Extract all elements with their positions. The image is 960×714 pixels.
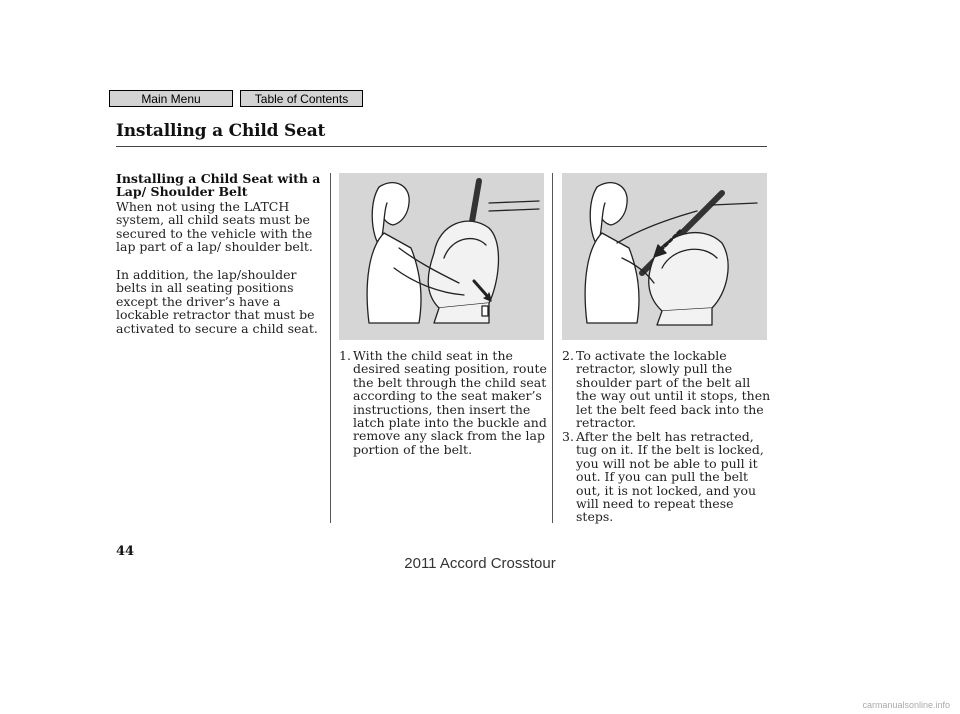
section-heading: Installing a Child Seat with a Lap/ Shoulder Belt (116, 171, 321, 199)
step-1-text: With the child seat in the desired seating position, route the belt through the child seat according to the seat maker’s instructions, then insert the latch plate into the buckle and remove any slack from the lap portion of the belt. (353, 348, 547, 457)
illustration-route-belt (339, 173, 544, 340)
title-divider (116, 146, 767, 147)
watermark: carmanualsonline.info (862, 700, 950, 710)
step-1-number: 1. (339, 348, 351, 363)
step-2-text: To activate the lockable retractor, slowly pull the shoulder part of the belt all the way out until it stops, then let the belt feed back into the retractor. (576, 348, 771, 431)
illustration-pull-shoulder-belt (562, 173, 767, 340)
intro-paragraph-2: In addition, the lap/shoulder belts in all seating positions except the driver’s have a lockable retractor that must be activated to secure a child seat. (116, 267, 318, 336)
step-2-number: 2. (562, 348, 574, 363)
column-divider-1 (330, 173, 331, 523)
intro-paragraph-1: When not using the LATCH system, all child seats must be secured to the vehicle with the lap part of a lap/ shoulder belt. (116, 199, 313, 255)
column-divider-2 (552, 173, 553, 523)
step-3-number: 3. (562, 429, 574, 444)
step-3-text: After the belt has retracted, tug on it. If the belt is locked, you will not be able to pull it out. If you can pull the belt out, it is not locked, and you will need to repeat these steps. (576, 429, 764, 525)
page-number: 44 (116, 544, 135, 559)
table-of-contents-button[interactable]: Table of Contents (240, 90, 363, 107)
main-menu-button[interactable]: Main Menu (109, 90, 233, 107)
footer-model-name: 2011 Accord Crosstour (404, 555, 556, 572)
page-title: Installing a Child Seat (116, 121, 326, 141)
